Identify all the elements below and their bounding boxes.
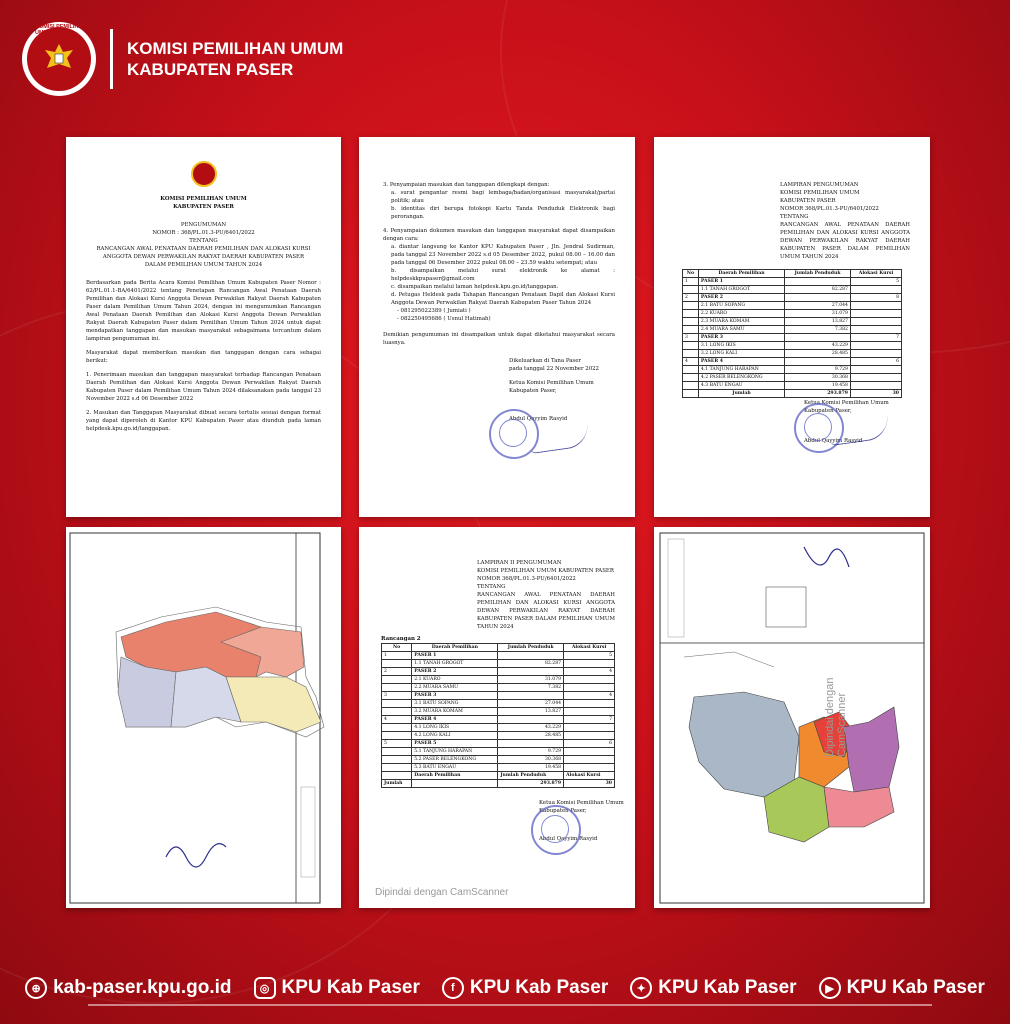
table-cell: 4.2 PASER BELENGKONG: [698, 374, 784, 382]
table-cell: 7.382: [785, 326, 851, 334]
page2-item3b: b. identitas diri berupa fotokopi Kartu Tanda Penduduk Elektronik bagi perorangan.: [391, 206, 615, 220]
table-cell: [564, 732, 615, 740]
page2-item4a: a. diantar langsung ke Kantor KPU Kabupaten Paser , Jln. Jendral Sudirman, pada tanggal 23 November 2022 s.d 05 Desember 2022, pukul 08.00 – 16.00 dan pada tanggal 06 Desember 2022 pukul 08.00 – 23.59 waktu setempat; atau: [391, 244, 615, 266]
table-cell: [850, 286, 901, 294]
page3-l5: TENTANG: [780, 214, 809, 220]
table-cell: [850, 374, 901, 382]
table-cell: PASER 2: [412, 668, 498, 676]
header: [22, 14, 343, 104]
table-cell: 19.458: [498, 764, 564, 772]
table-cell: [850, 318, 901, 326]
map-region-purple: [844, 707, 899, 792]
total-seats: 30: [564, 780, 615, 788]
page2-sign2: Kabupaten Paser,: [509, 388, 557, 394]
table-row: [382, 660, 615, 668]
page3-sign1: Ketua Komisi Pemilihan Umum: [804, 400, 889, 406]
table-row: [683, 366, 902, 374]
table-cell: [564, 764, 615, 772]
table-cell: 19.458: [785, 382, 851, 390]
table-cell: 31.079: [785, 310, 851, 318]
document-page-5: [359, 527, 635, 908]
table-cell: PASER 4: [698, 358, 784, 366]
table-cell: [382, 700, 412, 708]
instagram-text: KPU Kab Paser: [281, 977, 420, 998]
table-cell: [850, 382, 901, 390]
table-cell: [683, 374, 699, 382]
table-cell: 1.1 TANAH GROGOT: [412, 660, 498, 668]
table-footer-header-cell: Alokasi Kursi: [564, 772, 615, 780]
page2-phone1: - 081295022389 ( Jumiati ): [397, 308, 471, 314]
table-cell: [850, 302, 901, 310]
header-divider: [110, 29, 113, 89]
table-row: [382, 732, 615, 740]
table-row: [382, 692, 615, 700]
table-cell: [850, 366, 901, 374]
table-cell: [785, 334, 851, 342]
table-cell: 4.2 LONG KALI: [412, 732, 498, 740]
total-population: 293.879: [498, 780, 564, 788]
table-cell: 2.2 KUARO: [698, 310, 784, 318]
table-cell: PASER 5: [412, 740, 498, 748]
table-cell: 27.044: [498, 700, 564, 708]
page1-org2: KABUPATEN PASER: [173, 204, 234, 210]
page3-l1: LAMPIRAN PENGUMUMAN: [780, 182, 859, 188]
table-cell: [382, 676, 412, 684]
table-cell: 4.1 TANJUNG HARAPAN: [698, 366, 784, 374]
table-cell: 9.729: [785, 366, 851, 374]
table-cell: [564, 660, 615, 668]
page5-l2: KOMISI PEMILIHAN UMUM KABUPATEN PASER: [477, 568, 614, 574]
table-cell: 13.827: [785, 318, 851, 326]
table-cell: 4.3 BATU ENGAU: [698, 382, 784, 390]
table-cell: 3: [382, 692, 412, 700]
table-cell: [683, 342, 699, 350]
page2-closing: Demikian pengumuman ini disampaikan untuk dapat diketahui masyarakat secara luasnya.: [383, 332, 615, 346]
electoral-map-rancangan-2: [654, 527, 930, 908]
table-cell: 82.287: [498, 660, 564, 668]
document-page-3: [654, 137, 930, 517]
table-header-cell: Jumlah Penduduk: [498, 644, 564, 652]
table-cell: 28.485: [785, 350, 851, 358]
table-cell: 7: [564, 716, 615, 724]
footer-instagram[interactable]: [254, 977, 420, 999]
total-label: Jumlah: [382, 780, 412, 788]
youtube-icon: ▶: [819, 977, 841, 999]
table-cell: 2.2 MUARA SAMU: [412, 684, 498, 692]
page1-heading: PENGUMUMAN: [180, 222, 227, 228]
document-page-6-map: [654, 527, 930, 908]
table-cell: [564, 756, 615, 764]
table-cell: 43.229: [785, 342, 851, 350]
kpu-logo-small: [191, 161, 217, 187]
table-cell: 4.1 LONG IKIS: [412, 724, 498, 732]
page5-sign2: Kabupaten Paser,: [539, 808, 587, 814]
table-cell: 3.2 LONG KALI: [698, 350, 784, 358]
facebook-text: KPU Kab Paser: [469, 977, 609, 998]
table-cell: 31.079: [498, 676, 564, 684]
table-cell: 7: [850, 334, 901, 342]
page3-signer: Abdul Qayyim Rasyid: [804, 438, 863, 444]
table-row: [683, 294, 902, 302]
table-cell: 28.485: [498, 732, 564, 740]
page2-item3: 3. Penyampaian masukan dan tanggapan dilengkapi dengan:: [383, 182, 550, 188]
camscanner-watermark: Dipindai dengan CamScanner: [375, 887, 509, 898]
table-cell: [498, 740, 564, 748]
youtube-text: KPU Kab Paser: [846, 977, 985, 998]
table-cell: 30.368: [498, 756, 564, 764]
page1-item2: 2. Masukan dan Tanggapan Masyarakat dibuat secara tertulis sesuai dengan format yang dapat diperoleh di Kantor KPU Kabupaten Paser atau diunduh pada laman helpdesk.kpu.go.id/tanggapan.: [86, 410, 321, 432]
page5-l4: TENTANG: [477, 584, 506, 590]
table-row: [683, 350, 902, 358]
table-cell: [382, 708, 412, 716]
table-cell: 8: [850, 294, 901, 302]
table-row: [683, 358, 902, 366]
map-region-pink: [824, 787, 894, 827]
table-cell: [498, 716, 564, 724]
page3-sign2: Kabupaten Paser,: [804, 408, 852, 414]
table-cell: [498, 668, 564, 676]
globe-icon: ⊕: [25, 977, 47, 999]
camscanner-watermark: Dipindai dengan CamScanner: [824, 677, 848, 757]
website-text: kab-paser.kpu.go.id: [53, 977, 232, 998]
page3-l3: KABUPATEN PASER: [780, 198, 836, 204]
footer-underline: [88, 1004, 932, 1006]
table-cell: 82.287: [785, 286, 851, 294]
table-cell: 1.1 TANAH GROGOT: [698, 286, 784, 294]
facebook-icon: f: [442, 977, 464, 999]
table-cell: [564, 676, 615, 684]
table-cell: [382, 724, 412, 732]
kpu-logo: [22, 22, 96, 96]
page2-item4d: d. Petugas Heldesk pada Tahapan Rancangan Penataan Dapil dan Alokasi Kursi Anggota Dewan Perwakilan Rakyat Daerah Kabupaten Paser Tahun 2024: [391, 292, 615, 306]
table-row: [683, 286, 902, 294]
page5-signer: Abdul Qayyim Rasyid: [539, 836, 598, 842]
table-header-cell: No: [683, 270, 699, 278]
table-row: [382, 716, 615, 724]
table-cell: 3.2 MUARA KOMAM: [412, 708, 498, 716]
table-row: [382, 724, 615, 732]
table-header-cell: Daerah Pemilihan: [412, 644, 498, 652]
table-row: [382, 756, 615, 764]
table-cell: PASER 1: [412, 652, 498, 660]
page2-phone2: - 082250495686 ( Usnul Hatimah): [397, 316, 491, 322]
table-cell: 2.4 MUARA SAMU: [698, 326, 784, 334]
table-cell: 1: [382, 652, 412, 660]
table-cell: [564, 684, 615, 692]
page3-l2: KOMISI PEMILIHAN UMUM: [780, 190, 860, 196]
table-row: [683, 310, 902, 318]
page2-item4b: b. disampaikan melalui surat elektronik ke alamat : helpdeskkpupaser@gmail.com: [391, 268, 615, 282]
page2-item4: 4. Penyampaian dokumen masukan dan tanggapan masyarakat dapat disampaikan dengan cara:: [383, 228, 615, 242]
total-population: 293.879: [785, 390, 851, 398]
table-cell: [498, 692, 564, 700]
table-row: [382, 740, 615, 748]
table-cell: [564, 708, 615, 716]
twitter-icon: ✦: [630, 977, 652, 999]
page2-signer: Abdul Qayyim Rasyid: [509, 416, 568, 422]
table-row: [683, 334, 902, 342]
document-page-2: [359, 137, 635, 517]
page3-l6: RANCANGAN AWAL PENATAAN DAERAH PEMILIHAN DAN ALOKASI KURSI ANGGOTA DEWAN PERWAKILAN RAKYAT DAERAH KABUPATEN PASER DALAM PEMILIHAN UMUM TAHUN 2024: [780, 222, 910, 260]
page3-l4: NOMOR 368/PL.01.3-PU/6401/2022: [780, 206, 879, 212]
table-row: [382, 668, 615, 676]
table-cell: 6: [850, 358, 901, 366]
table-cell: 5.2 PASER BELENGKONG: [412, 756, 498, 764]
page1-item1: 1. Penerimaan masukan dan tanggapan masyarakat terhadap Rancangan Penataan Daerah Pemilihan dan Alokasi Kursi Anggota Dewan Perwakilan Rakyat Daerah Kabupaten Paser dalam Pemilihan Umum Tahun 2024 dilaksanakan pada tanggal 23 November 2022 s.d 06 Desember 2022: [86, 372, 321, 402]
table-cell: [683, 366, 699, 374]
table-cell: 3.1 BATU SOPANG: [412, 700, 498, 708]
table-row: [382, 652, 615, 660]
table-cell: 4: [382, 716, 412, 724]
table-cell: [683, 310, 699, 318]
page2-date: pada tanggal 22 November 2022: [509, 366, 599, 372]
table-cell: PASER 3: [698, 334, 784, 342]
page1-title2: ANGGOTA DEWAN PERWAKILAN RAKYAT DAERAH KABUPATEN PASER: [102, 254, 305, 260]
table-cell: [564, 700, 615, 708]
table-cell: 9.729: [498, 748, 564, 756]
table-cell: PASER 2: [698, 294, 784, 302]
table-cell: [683, 286, 699, 294]
page1-nomor: NOMOR : 368/PL.01.3-PU/6401/2022: [152, 230, 255, 236]
table-cell: 3.1 LONG IKIS: [698, 342, 784, 350]
page1-org1: KOMISI PEMILIHAN UMUM: [160, 196, 247, 202]
table-cell: PASER 1: [698, 278, 784, 286]
page5-sign1: Ketua Komisi Pemilihan Umum: [539, 800, 624, 806]
page1-tentang: TENTANG: [189, 238, 218, 244]
table-row: [382, 684, 615, 692]
table-cell: 2: [683, 294, 699, 302]
table-cell: [382, 756, 412, 764]
twitter-text: KPU Kab Paser: [658, 977, 797, 998]
table-cell: [785, 294, 851, 302]
table-cell: [382, 684, 412, 692]
table-cell: 5: [850, 278, 901, 286]
table-cell: 4: [564, 668, 615, 676]
table-cell: 2.1 BATU SOPANG: [698, 302, 784, 310]
table-cell: [683, 318, 699, 326]
org-name-line1: KOMISI PEMILIHAN UMUM: [127, 39, 344, 58]
instagram-icon: ◎: [254, 977, 276, 999]
org-name-line2: KABUPATEN PASER: [127, 60, 294, 79]
table-cell: PASER 4: [412, 716, 498, 724]
total-seats: 30: [850, 390, 901, 398]
table-row: [683, 374, 902, 382]
footer-facebook[interactable]: [442, 977, 608, 999]
table-cell: 30.368: [785, 374, 851, 382]
table-cell: [683, 326, 699, 334]
table-header-cell: Alokasi Kursi: [850, 270, 901, 278]
allocation-table-2: [381, 643, 615, 788]
table-cell: [850, 342, 901, 350]
page5-l1: LAMPIRAN II PENGUMUMAN: [477, 560, 562, 566]
table-cell: [850, 310, 901, 318]
table-row: [683, 302, 902, 310]
table-cell: 4: [683, 358, 699, 366]
table-cell: 3: [683, 334, 699, 342]
page1-title1: RANCANGAN AWAL PENATAAN DAERAH PEMILIHAN DAN ALOKASI KURSI: [96, 246, 311, 252]
table-row: [382, 676, 615, 684]
electoral-map-rancangan-1: [66, 527, 341, 908]
logo-ring-text: KOMISI PEMILIHAN UMUM: [35, 24, 87, 36]
map-region-blue-grey: [689, 692, 799, 797]
table-row: [683, 382, 902, 390]
page2-sign1: Ketua Komisi Pemilihan Umum: [509, 380, 594, 386]
table-cell: 6: [564, 740, 615, 748]
table-row: [683, 326, 902, 334]
page1-para2: Masyarakat dapat memberikan masukan dan tanggapan dengan cara sebagai berikut:: [86, 350, 321, 364]
table-row: [683, 278, 902, 286]
table-cell: [683, 350, 699, 358]
official-stamp: [531, 805, 581, 855]
document-page-4-map: [66, 527, 341, 908]
table-cell: [382, 764, 412, 772]
table-row: [382, 700, 615, 708]
table-cell: 2: [382, 668, 412, 676]
table-cell: 4: [564, 692, 615, 700]
table-row: [382, 764, 615, 772]
table-cell: 5.1 TANJUNG HARAPAN: [412, 748, 498, 756]
table-cell: 5.3 BATU ENGAU: [412, 764, 498, 772]
table-cell: [785, 278, 851, 286]
table-cell: 5: [382, 740, 412, 748]
garuda-icon: [40, 40, 78, 78]
allocation-table-1: [682, 269, 902, 398]
table-cell: [382, 748, 412, 756]
table-cell: 2.1 KUARO: [412, 676, 498, 684]
table-cell: 43.229: [498, 724, 564, 732]
footer-website[interactable]: [25, 977, 231, 999]
table-cell: 2.3 MUARA KOMAM: [698, 318, 784, 326]
document-page-1: [66, 137, 341, 517]
table-header-cell: No: [382, 644, 412, 652]
table-row: [382, 708, 615, 716]
table-cell: [564, 748, 615, 756]
table-row: [683, 318, 902, 326]
table-cell: 27.044: [785, 302, 851, 310]
table-cell: [683, 382, 699, 390]
footer-twitter[interactable]: [630, 977, 796, 999]
table-cell: [850, 350, 901, 358]
table-row: [683, 342, 902, 350]
page2-item3a: a. surat pengantar resmi bagi lembaga/badan/organisasi masyarakat/partai politik; atau: [391, 190, 615, 204]
page1-para1: Berdasarkan pada Berita Acara Komisi Pemilihan Umum Kabupaten Paser Nomor : 62/PL.01.1-BA/6401/2022 tentang Penetapan Rancangan Awal Penataan Daerah Pemilihan dan Alokasi Kursi Anggota Dewan Perwakilan Rakyat Daerah Kabupaten Paser dalam Pemilihan Umum Tahun 2024, dengan ini mengumumkan Rancangan Awal Penataan Daerah Pemilihan dan Alokasi Kursi Anggota Dewan Perwakilan Rakyat Daerah Kabupaten Paser dalam Pemilihan Umum Tahun 2024 untuk dapat mendapatkan tanggapan dan masukan masyarakat sebagaimana tercantum dalam lampiran pengumuman ini.: [86, 280, 321, 342]
page5-rancangan: Rancangan 2: [381, 636, 421, 642]
table-cell: [382, 732, 412, 740]
total-label: Jumlah: [698, 390, 784, 398]
table-cell: [683, 302, 699, 310]
table-cell: 13.827: [498, 708, 564, 716]
table-cell: 1: [683, 278, 699, 286]
table-header-cell: Jumlah Penduduk: [785, 270, 851, 278]
table-row: [382, 748, 615, 756]
page2-item4c: c. disampaikan melalui laman helpdesk.kpu.go.id/tanggapan.: [391, 284, 559, 290]
table-cell: 7.382: [498, 684, 564, 692]
table-footer-header-cell: Jumlah Penduduk: [498, 772, 564, 780]
table-header-cell: Alokasi Kursi: [564, 644, 615, 652]
table-cell: 5: [564, 652, 615, 660]
page5-l3: NOMOR 368/PL.01.3-PU/6401/2022: [477, 576, 576, 582]
table-header-cell: Daerah Pemilihan: [698, 270, 784, 278]
table-cell: [498, 652, 564, 660]
table-cell: [785, 358, 851, 366]
page1-title3: DALAM PEMILIHAN UMUM TAHUN 2024: [144, 262, 263, 268]
table-footer-header-cell: Daerah Pemilihan: [412, 772, 498, 780]
footer-youtube[interactable]: [819, 977, 985, 999]
table-cell: [564, 724, 615, 732]
table-cell: [382, 660, 412, 668]
map-region-yellow: [226, 677, 321, 732]
table-cell: PASER 3: [412, 692, 498, 700]
page2-place: Dikeluarkan di Tana Paser: [509, 358, 581, 364]
page5-l5: RANCANGAN AWAL PENATAAN DAERAH PEMILIHAN DAN ALOKASI KURSI ANGGOTA DEWAN PERWAKILAN RAKYAT DAERAH KABUPATEN PASER DALAM PEMILIHAN UMUM TAHUN 2024: [477, 592, 615, 630]
table-cell: [850, 326, 901, 334]
